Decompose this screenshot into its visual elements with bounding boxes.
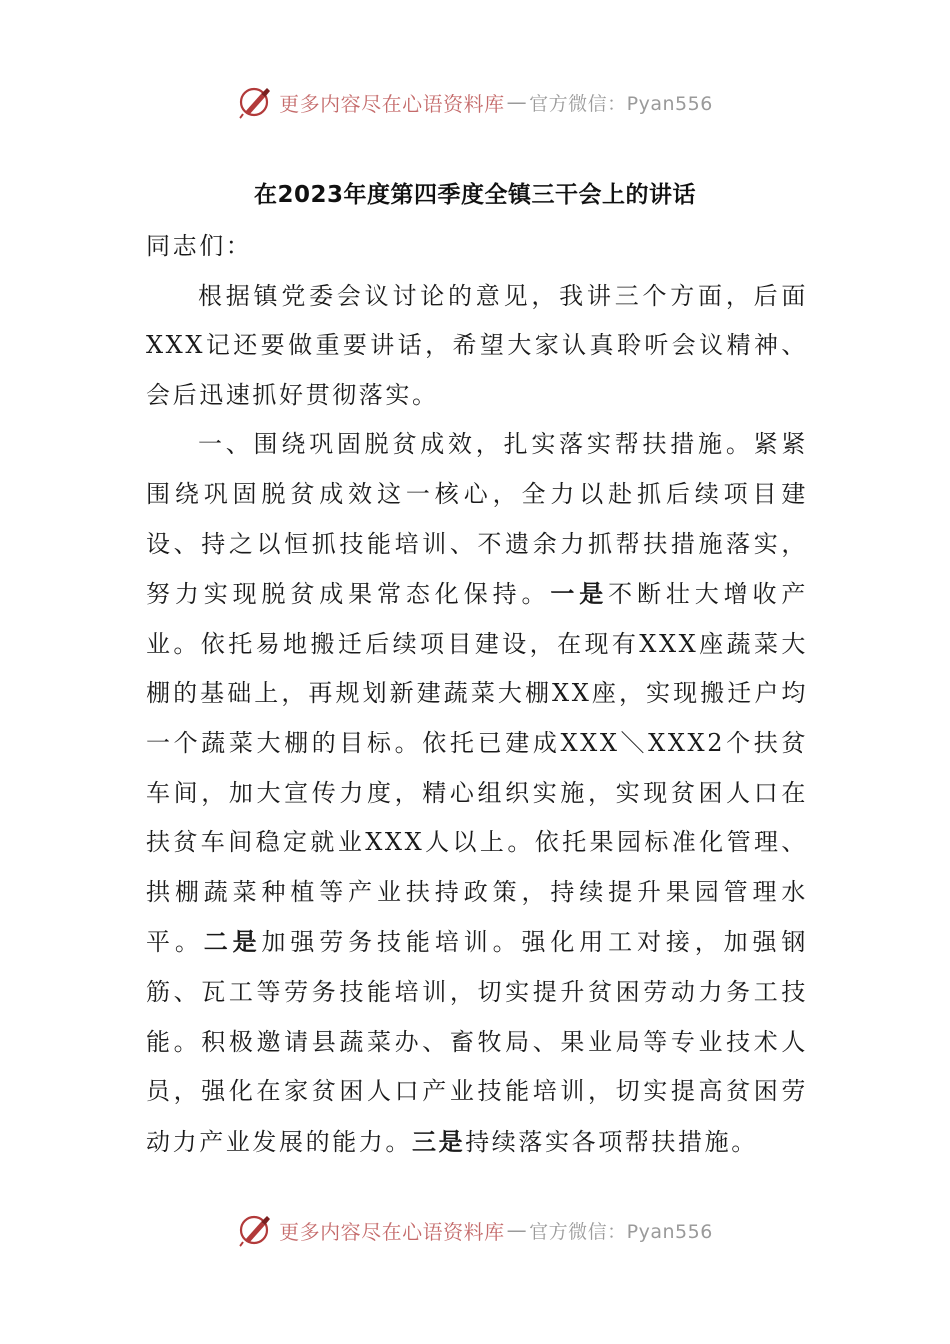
pen-logo-icon	[237, 1212, 273, 1248]
watermark-wechat-text: 官方微信：Pyan556	[529, 1220, 713, 1243]
point-1-text: 不断壮大增收产业。依托易地搬迁后续项目建设，在现有XXX座蔬菜大棚的基础上，再规划新建蔬菜大棚XX座，实现搬迁户均一个蔬菜大棚的目标。依托已建成XXX＼XXX2个扶贫车间，加大宣传力度，精心组织实施，实现贫困人口在扶贫车间稳定就业XXX人以上。依托果园标准化管理、拱棚蔬菜种植等产业扶持政策，持续提升果园管理水平。	[146, 580, 808, 957]
point-2-text: 加强劳务技能培训。强化用工对接，加强钢筋、瓦工等劳务技能培训，切实提升贫困劳动力务工技能。积极邀请县蔬菜办、畜牧局、果业局等专业技术人员，强化在家贫困人口产业技能培训，切实提高贫困劳动力产业发展的能力。	[146, 928, 808, 1156]
header-watermark	[0, 80, 950, 124]
section-1-heading: 一、围绕巩固脱贫成效，扎实落实帮扶措施。	[198, 430, 754, 459]
section-1-paragraph	[146, 420, 808, 1167]
document-title: 在2023年度第四季度全镇三干会上的讲话	[253, 182, 696, 208]
intro-paragraph: 根据镇党委会议讨论的意见，我讲三个方面，后面XXX记还要做重要讲话，希望大家认真聆听会议精神、会后迅速抓好贯彻落实。	[146, 281, 808, 409]
point-3-label: 三是	[412, 1126, 466, 1156]
footer-watermark	[0, 1208, 950, 1252]
point-1-label: 一是	[550, 579, 609, 609]
pen-logo-icon	[237, 84, 273, 120]
watermark-separator: —	[506, 1218, 528, 1242]
point-2-label: 二是	[203, 927, 262, 957]
salutation: 同志们：	[146, 232, 253, 260]
watermark-wechat-text: 官方微信：Pyan556	[529, 92, 713, 115]
watermark-separator: —	[506, 90, 528, 114]
watermark-site-text: 更多内容尽在心语资料库	[279, 91, 505, 116]
document-body	[146, 222, 808, 1167]
point-3-text: 持续落实各项帮扶措施。	[465, 1127, 758, 1156]
watermark-site-text: 更多内容尽在心语资料库	[279, 1219, 505, 1244]
section-1-lead: 紧紧围绕巩固脱贫成效这一核心，全力以赴抓后续项目建设、持之以恒抓技能培训、不遗余力抓帮扶措施落实，努力实现脱贫成果常态化保持。	[146, 430, 809, 609]
